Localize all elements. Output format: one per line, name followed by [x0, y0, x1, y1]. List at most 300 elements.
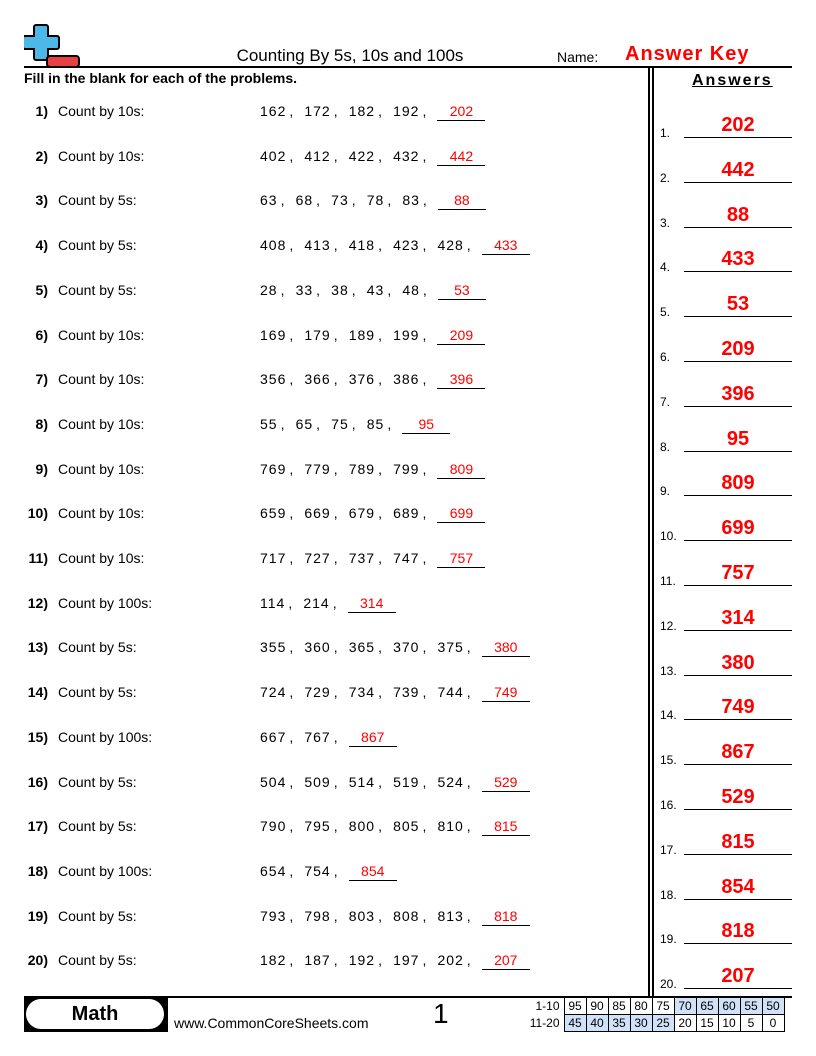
answer-key-item [660, 515, 800, 545]
sequence-term: 800 [348, 818, 376, 835]
problem-instruction: Count by 10s: [58, 326, 145, 343]
sequence-term: 767 [304, 728, 331, 745]
sequence-term: 729 [304, 684, 331, 701]
answer-value: 815 [721, 830, 755, 853]
name-value: Answer Key [625, 43, 750, 65]
sequence-term: 717 [260, 550, 287, 566]
answer-number: 11. [660, 574, 676, 588]
problem-row [0, 280, 640, 304]
number-sequence: 356 , 366 , 376 , 386 , 396 [260, 371, 485, 389]
answer-blank[interactable]: 53 [438, 282, 486, 300]
header-divider [24, 66, 792, 68]
answer-line [684, 585, 792, 586]
sequence-term: 428 [437, 237, 464, 254]
problem-instruction: Count by 5s: [58, 639, 137, 656]
answer-line [684, 316, 792, 317]
answer-number: 15. [660, 753, 677, 768]
answer-value: 699 [721, 517, 755, 540]
sequence-term: 114 [260, 594, 286, 611]
sequence-term: 739 [393, 684, 420, 701]
answer-line [684, 540, 792, 541]
score-table [526, 997, 785, 1032]
answer-key-item [660, 246, 800, 276]
problem-row [0, 950, 640, 974]
answer-blank[interactable]: 314 [348, 595, 396, 613]
sequence-term: 790 [260, 818, 287, 835]
answer-line [684, 719, 792, 720]
answer-blank[interactable]: 815 [482, 818, 530, 836]
answer-line [684, 182, 792, 183]
problem-number: 8) [35, 415, 48, 432]
score-cell: 45 [564, 1015, 586, 1032]
sequence-term: 795 [304, 818, 331, 835]
problem-instruction: Count by 5s: [58, 192, 137, 209]
score-range-label: 11-20 [529, 1016, 560, 1030]
problem-number: 17) [27, 818, 48, 835]
sequence-term: 412 [304, 147, 331, 164]
sequence-term: 654 [260, 862, 287, 879]
problem-instruction: Count by 5s: [58, 907, 137, 924]
answer-blank[interactable]: 433 [482, 237, 530, 255]
website-link[interactable]: www.CommonCoreSheets.com [174, 1015, 369, 1031]
answer-number: 13. [660, 663, 677, 678]
answer-blank[interactable]: 209 [437, 327, 485, 345]
problem-instruction: Count by 100s: [58, 594, 153, 611]
sequence-term: 422 [348, 147, 376, 164]
sequence-term: 48 [402, 281, 420, 298]
number-sequence: 182 , 187 , 192 , 197 , 202 , 207 [260, 952, 530, 970]
answer-value: 809 [721, 472, 755, 495]
answer-value: 867 [721, 741, 755, 764]
score-cell: 55 [740, 998, 762, 1015]
problem-row [0, 325, 640, 349]
sequence-term: 376 [348, 371, 376, 388]
sequence-term: 75 [331, 415, 349, 432]
problem-instruction: Count by 5s: [58, 773, 137, 790]
sequence-term: 28 [260, 281, 278, 298]
answer-blank[interactable]: 207 [482, 952, 530, 970]
answer-blank[interactable]: 380 [482, 639, 530, 657]
score-cell: 60 [718, 998, 740, 1015]
score-cell: 70 [674, 998, 696, 1015]
answer-number: 1. [660, 126, 671, 140]
problem-row [0, 727, 640, 751]
answer-value: 88 [726, 203, 750, 226]
answer-key-item [660, 560, 800, 590]
subject-label: Math [26, 999, 164, 1029]
number-sequence: 355 , 360 , 365 , 370 , 375 , 380 [260, 639, 530, 657]
sequence-term: 423 [393, 237, 420, 254]
sequence-term: 366 [304, 371, 331, 388]
answer-number: 18. [660, 887, 677, 902]
sequence-term: 202 [437, 952, 464, 969]
problem-number: 4) [35, 237, 48, 254]
answer-key-item [660, 336, 800, 366]
answer-key-item [660, 694, 800, 724]
score-range-label: 1-10 [535, 999, 560, 1013]
sequence-term: 192 [348, 952, 376, 969]
number-sequence: 408 , 413 , 418 , 423 , 428 , 433 [260, 237, 530, 255]
sequence-term: 43 [366, 281, 385, 298]
sequence-term: 356 [260, 371, 287, 388]
number-sequence: 504 , 509 , 514 , 519 , 524 , 529 [260, 774, 530, 792]
problem-instruction: Count by 100s: [58, 728, 153, 745]
answer-value: 529 [721, 786, 755, 808]
answers-divider [652, 66, 654, 996]
sequence-term: 659 [260, 505, 287, 522]
answer-key-item [660, 605, 800, 635]
sequence-term: 519 [393, 773, 420, 790]
problem-number: 13) [27, 639, 48, 656]
answer-number: 19. [660, 932, 677, 947]
answer-line [684, 809, 792, 810]
answer-line [684, 451, 792, 452]
sequence-term: 808 [393, 907, 420, 924]
problem-number: 9) [35, 460, 48, 477]
problem-number: 1) [35, 103, 48, 119]
problem-row [0, 190, 640, 214]
sequence-term: 418 [348, 237, 376, 254]
answer-value: 207 [721, 965, 755, 988]
sequence-term: 747 [393, 550, 420, 566]
sequence-term: 55 [260, 415, 278, 432]
answer-line [684, 361, 792, 362]
answer-line [684, 137, 792, 138]
sequence-term: 83 [402, 192, 420, 209]
answer-value: 202 [721, 114, 755, 136]
answer-number: 7. [660, 394, 671, 409]
sequence-term: 189 [348, 326, 376, 343]
name-label: Name: [557, 49, 599, 65]
score-cell: 65 [696, 998, 718, 1015]
sequence-term: 199 [393, 326, 420, 343]
score-row [526, 1015, 784, 1032]
score-cell: 0 [762, 1015, 784, 1032]
sequence-term: 509 [304, 773, 331, 790]
number-sequence: 162 , 172 , 182 , 192 , 202 [260, 103, 485, 121]
problem-number: 20) [27, 952, 48, 969]
answer-key-item [660, 291, 800, 321]
problem-number: 14) [27, 684, 48, 701]
answer-number: 4. [660, 260, 671, 275]
answer-value: 380 [721, 651, 755, 674]
sequence-term: 85 [366, 415, 385, 432]
sequence-term: 33 [295, 281, 314, 298]
sequence-term: 68 [295, 192, 314, 209]
sequence-term: 63 [260, 192, 278, 209]
problem-row [0, 816, 640, 840]
score-row [526, 998, 784, 1015]
sequence-term: 65 [295, 415, 314, 432]
problem-row [0, 772, 640, 796]
answer-number: 3. [660, 215, 671, 230]
problem-instruction: Count by 10s: [58, 415, 145, 432]
answer-line [684, 406, 792, 407]
score-cell: 85 [608, 998, 630, 1015]
number-sequence: 28 , 33 , 38 , 43 , 48 , 53 [260, 282, 486, 300]
answer-line [684, 943, 792, 944]
problem-instruction: Count by 5s: [58, 952, 137, 969]
number-sequence: 793 , 798 , 803 , 808 , 813 , 818 [260, 908, 530, 926]
number-sequence: 55 , 65 , 75 , 85 , 95 [260, 416, 450, 434]
problem-number: 12) [27, 594, 48, 611]
answer-number: 17. [660, 842, 677, 857]
number-sequence: 402 , 412 , 422 , 432 , 442 [260, 148, 485, 166]
problem-instruction: Count by 10s: [58, 505, 145, 522]
answer-value: 433 [721, 248, 755, 271]
answer-key-item [660, 157, 800, 187]
number-sequence: 63 , 68 , 73 , 78 , 83 , 88 [260, 192, 486, 210]
answer-number: 16. [660, 798, 677, 812]
answer-number: 12. [660, 618, 677, 633]
sequence-term: 187 [304, 952, 331, 969]
answer-value: 749 [721, 696, 755, 719]
answer-blank[interactable]: 202 [437, 103, 485, 121]
problem-number: 5) [35, 281, 48, 298]
answer-line [684, 854, 792, 855]
score-cell: 25 [652, 1015, 674, 1032]
sequence-term: 789 [348, 460, 376, 477]
answer-blank[interactable]: 529 [482, 774, 530, 792]
problem-row [0, 146, 640, 170]
sequence-term: 360 [304, 639, 331, 656]
sequence-term: 192 [393, 103, 420, 119]
score-cell: 10 [718, 1015, 740, 1032]
sequence-term: 386 [393, 371, 420, 388]
sequence-term: 73 [331, 192, 349, 209]
answer-number: 10. [660, 529, 677, 544]
problem-instruction: Count by 5s: [58, 281, 137, 298]
score-cell: 30 [630, 1015, 652, 1032]
sequence-term: 182 [348, 103, 376, 119]
problem-instruction: Count by 10s: [58, 460, 145, 477]
sequence-term: 737 [348, 550, 376, 566]
number-sequence: 790 , 795 , 800 , 805 , 810 , 815 [260, 818, 530, 836]
problem-row [0, 637, 640, 661]
answer-number: 20. [660, 977, 677, 992]
sequence-term: 432 [393, 147, 420, 164]
answer-value: 95 [726, 427, 750, 450]
sequence-term: 803 [348, 907, 376, 924]
problem-number: 6) [35, 326, 48, 343]
sequence-term: 779 [304, 460, 331, 477]
answer-line [684, 630, 792, 631]
score-cell: 50 [762, 998, 784, 1015]
problem-instruction: Count by 5s: [58, 684, 137, 701]
answer-blank[interactable]: 867 [349, 729, 397, 747]
answer-line [684, 271, 792, 272]
answer-blank[interactable]: 757 [437, 550, 485, 568]
problem-number: 16) [27, 773, 48, 790]
problem-row [0, 682, 640, 706]
page-number: 1 [433, 998, 449, 1029]
problem-number: 2) [35, 147, 48, 164]
sequence-term: 724 [260, 684, 287, 701]
answer-key-item [660, 381, 800, 411]
problem-row [0, 861, 640, 885]
problem-row [0, 906, 640, 930]
score-cell: 5 [740, 1015, 762, 1032]
problem-row [0, 414, 640, 438]
answer-key-item [660, 426, 800, 456]
sequence-term: 179 [304, 326, 331, 343]
answers-divider [648, 66, 650, 996]
sequence-term: 78 [366, 192, 385, 209]
number-sequence: 654 , 754 , 854 [260, 863, 397, 881]
problem-number: 3) [35, 192, 48, 209]
sequence-term: 734 [348, 684, 376, 701]
answer-key-item [660, 739, 800, 769]
sequence-term: 169 [260, 326, 287, 343]
answer-key-item [660, 829, 800, 859]
answer-line [684, 675, 792, 676]
sequence-term: 810 [437, 818, 464, 835]
sequence-term: 402 [260, 147, 287, 164]
sequence-term: 197 [393, 952, 420, 969]
score-cell: 35 [608, 1015, 630, 1032]
number-sequence: 717 , 727 , 737 , 747 , 757 [260, 550, 485, 568]
answer-line [684, 495, 792, 496]
score-cell: 20 [674, 1015, 696, 1032]
number-sequence: 667 , 767 , 867 [260, 729, 397, 747]
problem-instruction: Count by 5s: [58, 237, 137, 254]
answer-key-item [660, 874, 800, 904]
number-sequence: 724 , 729 , 734 , 739 , 744 , 749 [260, 684, 530, 702]
answer-line [684, 899, 792, 900]
sequence-term: 769 [260, 460, 287, 477]
answer-value: 818 [721, 920, 755, 943]
answer-number: 9. [660, 484, 671, 499]
problem-number: 7) [35, 371, 48, 388]
answer-value: 209 [721, 338, 755, 360]
number-sequence: 114 , 214 , 314 [260, 595, 396, 613]
answer-line [684, 227, 792, 228]
number-sequence: 769 , 779 , 789 , 799 , 809 [260, 461, 485, 479]
score-cell: 15 [696, 1015, 718, 1032]
sequence-term: 514 [348, 773, 376, 790]
answer-blank[interactable]: 88 [438, 192, 486, 210]
number-sequence: 659 , 669 , 679 , 689 , 699 [260, 505, 485, 523]
answer-blank[interactable]: 95 [402, 416, 450, 434]
problem-number: 10) [27, 505, 48, 522]
sequence-term: 679 [348, 505, 376, 522]
problem-instruction: Count by 10s: [58, 147, 145, 164]
problem-number: 11) [28, 550, 48, 566]
worksheet-title: Counting By 5s, 10s and 100s [236, 46, 464, 65]
sequence-term: 38 [331, 281, 349, 298]
score-cell: 80 [630, 998, 652, 1015]
answer-number: 2. [660, 170, 671, 185]
sequence-term: 370 [393, 639, 420, 656]
sequence-term: 727 [304, 550, 331, 566]
sequence-term: 524 [437, 773, 464, 790]
problem-row [0, 101, 640, 125]
problem-row [0, 235, 640, 259]
answer-value: 757 [721, 562, 755, 584]
answer-blank[interactable]: 854 [349, 863, 397, 881]
answer-key-item [660, 918, 800, 948]
answer-line [684, 764, 792, 765]
answer-blank[interactable]: 442 [437, 148, 485, 166]
problem-row [0, 593, 640, 617]
sequence-term: 182 [260, 952, 287, 969]
answer-value: 854 [721, 875, 755, 898]
answers-title: Answers [692, 72, 773, 89]
sequence-term: 754 [304, 862, 331, 879]
sequence-term: 172 [304, 103, 331, 119]
sequence-term: 214 [303, 594, 330, 611]
score-cell: 90 [586, 998, 608, 1015]
answer-key-item [660, 650, 800, 680]
answer-number: 14. [660, 708, 677, 723]
answer-number: 6. [660, 350, 671, 364]
problem-instruction: Count by 10s: [58, 371, 145, 388]
problem-row [0, 548, 640, 572]
answer-line [684, 988, 792, 989]
problem-number: 15) [27, 728, 48, 745]
sequence-term: 744 [437, 684, 464, 701]
answer-blank[interactable]: 818 [482, 908, 530, 926]
sequence-term: 355 [260, 639, 287, 656]
answer-blank[interactable]: 396 [437, 371, 485, 389]
score-cell: 40 [586, 1015, 608, 1032]
score-cell: 75 [652, 998, 674, 1015]
answer-key-item [660, 112, 800, 142]
sequence-term: 798 [304, 907, 331, 924]
instructions: Fill in the blank for each of the problems. [24, 70, 298, 86]
problem-instruction: Count by 100s: [58, 862, 153, 879]
problem-number: 19) [27, 907, 48, 924]
problem-instruction: Count by 5s: [58, 818, 137, 835]
answer-value: 396 [721, 382, 755, 405]
answer-key-item [660, 784, 800, 814]
sequence-term: 408 [260, 237, 287, 254]
answer-blank[interactable]: 809 [437, 461, 485, 479]
answer-number: 5. [660, 305, 671, 320]
number-sequence: 169 , 179 , 189 , 199 , 209 [260, 327, 485, 345]
problem-row [0, 369, 640, 393]
sequence-term: 365 [348, 639, 376, 656]
sequence-term: 375 [437, 639, 464, 656]
sequence-term: 793 [260, 907, 287, 924]
sequence-term: 413 [304, 237, 331, 254]
sequence-term: 667 [260, 728, 287, 745]
sequence-term: 813 [437, 907, 464, 924]
answer-blank[interactable]: 749 [482, 684, 530, 702]
problem-row [0, 459, 640, 483]
answer-number: 8. [660, 439, 671, 454]
sequence-term: 669 [304, 505, 331, 522]
answer-value: 314 [721, 606, 755, 629]
answer-key-item [660, 470, 800, 500]
answer-blank[interactable]: 699 [437, 505, 485, 523]
answer-value: 442 [721, 158, 755, 181]
problem-row [0, 503, 640, 527]
sequence-term: 805 [393, 818, 420, 835]
sequence-term: 689 [393, 505, 420, 522]
answer-key-item [660, 202, 800, 232]
score-cell: 95 [564, 998, 586, 1015]
sequence-term: 504 [260, 773, 287, 790]
sequence-term: 162 [260, 103, 287, 119]
problem-instruction: Count by 10s: [58, 103, 145, 119]
sequence-term: 799 [393, 460, 420, 477]
problem-number: 18) [27, 862, 48, 879]
problem-instruction: Count by 10s: [58, 550, 145, 566]
plus-minus-logo-icon [24, 24, 80, 68]
answer-key-item [660, 963, 800, 993]
answer-value: 53 [726, 293, 750, 316]
